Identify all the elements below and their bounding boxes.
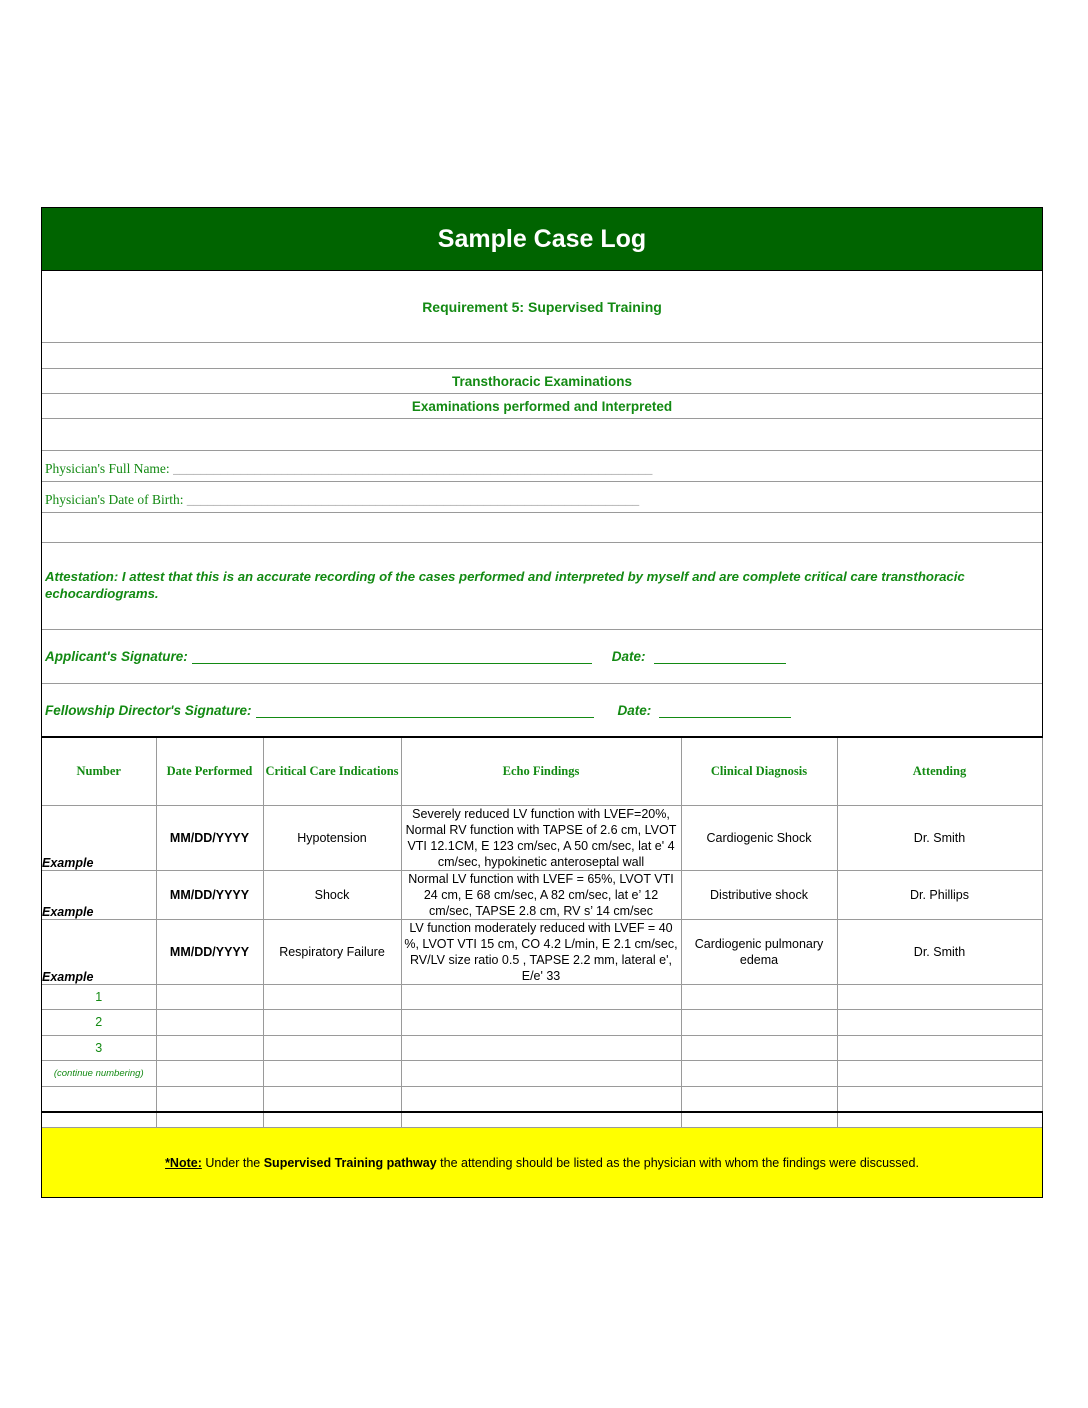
table-row <box>42 805 1042 870</box>
table-row <box>42 984 1042 1010</box>
entry-cell[interactable] <box>681 984 837 1010</box>
applicant-signature-field[interactable] <box>192 649 592 664</box>
entry-cell[interactable] <box>42 1086 156 1112</box>
director-signature-row <box>42 684 1042 736</box>
entry-cell[interactable] <box>156 1061 263 1087</box>
case-log-table <box>42 736 1043 1132</box>
note-bold: Supervised Training pathway <box>263 1155 437 1170</box>
director-signature-field[interactable] <box>256 703 594 718</box>
echo-findings-cell: Normal LV function with LVEF = 65%, LVOT VTI 24 cm, E 68 cm/sec, A 82 cm/sec, lat e’ 12 cm/sec, TAPSE 2.8 cm, RV s’ 14 cm/sec <box>401 870 681 919</box>
header-echo-findings: Echo Findings <box>401 737 681 805</box>
entry-cell[interactable] <box>681 1061 837 1087</box>
indication-cell: Shock <box>263 870 401 919</box>
echo-findings-cell: LV function moderately reduced with LVEF = 40 %, LVOT VTI 15 cm, CO 4.2 L/min, E 2.1 cm/sec, RV/LV size ratio 0.5 , TAPSE 2.2 mm, lateral e', E/e' 33 <box>401 919 681 984</box>
requirement-heading <box>42 271 1042 343</box>
entry-cell[interactable] <box>263 1061 401 1087</box>
physician-dob-label: Physician's Date of Birth: <box>45 492 184 507</box>
table-row <box>42 1086 1042 1112</box>
attending-cell: Dr. Phillips <box>837 870 1042 919</box>
director-date-field[interactable] <box>659 703 791 718</box>
row-number: 2 <box>42 1010 156 1036</box>
echo-findings-cell: Severely reduced LV function with LVEF=20%, Normal RV function with TAPSE of 2.6 cm, LVOT VTI 12.1CM, E 123 cm/sec, A 50 cm/sec, lat e' 4 cm/sec, hypokinetic anteroseptal wall <box>401 805 681 870</box>
entry-cell[interactable] <box>837 1010 1042 1036</box>
physician-name-field[interactable]: _______________________________________________________________________ <box>169 461 653 476</box>
indication-cell: Respiratory Failure <box>263 919 401 984</box>
indication-cell: Hypotension <box>263 805 401 870</box>
entry-cell[interactable] <box>837 1061 1042 1087</box>
physician-name-label: Physician's Full Name: <box>45 461 170 476</box>
entry-cell[interactable] <box>263 984 401 1010</box>
applicant-signature-row <box>42 630 1042 684</box>
spacer-row <box>42 513 1042 543</box>
applicant-date-field[interactable] <box>654 649 786 664</box>
example-label: Example <box>42 870 156 919</box>
entry-cell[interactable] <box>681 1035 837 1061</box>
entry-cell[interactable] <box>681 1086 837 1112</box>
entry-cell[interactable] <box>156 1086 263 1112</box>
director-date-label: Date: <box>617 702 652 718</box>
diagnosis-cell: Cardiogenic pulmonary edema <box>681 919 837 984</box>
diagnosis-cell: Distributive shock <box>681 870 837 919</box>
exam-type-row <box>42 369 1042 394</box>
continue-numbering-label: (continue numbering) <box>42 1061 156 1087</box>
entry-cell[interactable] <box>263 1035 401 1061</box>
attending-cell: Dr. Smith <box>837 805 1042 870</box>
header-clinical-diagnosis: Clinical Diagnosis <box>681 737 837 805</box>
entry-cell[interactable] <box>837 1035 1042 1061</box>
example-label: Example <box>42 919 156 984</box>
entry-cell[interactable] <box>681 1010 837 1036</box>
note-text-2: the attending should be listed as the physician with whom the findings were discussed. <box>436 1155 919 1170</box>
entry-cell[interactable] <box>837 984 1042 1010</box>
exam-subtitle: Examinations performed and Interpreted <box>411 398 673 414</box>
spacer-row <box>42 343 1042 369</box>
diagnosis-cell: Cardiogenic Shock <box>681 805 837 870</box>
case-log-sheet <box>41 207 1043 1198</box>
page-title: Sample Case Log <box>42 208 1042 271</box>
date-cell: MM/DD/YYYY <box>156 805 263 870</box>
director-signature-label: Fellowship Director's Signature: <box>45 702 252 718</box>
entry-cell[interactable] <box>263 1086 401 1112</box>
table-header-row <box>42 737 1042 805</box>
table-row <box>42 1061 1042 1087</box>
entry-cell[interactable] <box>156 984 263 1010</box>
entry-cell[interactable] <box>401 984 681 1010</box>
entry-cell[interactable] <box>401 1035 681 1061</box>
date-cell: MM/DD/YYYY <box>156 919 263 984</box>
physician-name-row <box>42 451 1042 482</box>
entry-cell[interactable] <box>156 1010 263 1036</box>
entry-cell[interactable] <box>156 1035 263 1061</box>
note-text-1: Under the <box>201 1155 264 1170</box>
attestation: Attestation: I attest that this is an accurate recording of the cases performed and interpreted by myself and are complete critical care transthoracic echocardiograms. <box>42 543 1042 630</box>
spacer-row <box>42 419 1042 451</box>
physician-dob-row <box>42 482 1042 513</box>
entry-cell[interactable] <box>837 1086 1042 1112</box>
attending-cell: Dr. Smith <box>837 919 1042 984</box>
header-indications: Critical Care Indications <box>263 737 401 805</box>
entry-cell[interactable] <box>401 1086 681 1112</box>
header-number: Number <box>42 737 156 805</box>
physician-dob-field[interactable]: ___________________________________________________________________ <box>183 492 640 507</box>
entry-cell[interactable] <box>401 1061 681 1087</box>
exam-subtitle-row <box>42 394 1042 419</box>
table-row <box>42 1010 1042 1036</box>
entry-cell[interactable] <box>401 1010 681 1036</box>
applicant-date-label: Date: <box>611 649 646 664</box>
exam-type: Transthoracic Examinations <box>451 373 633 389</box>
table-row <box>42 870 1042 919</box>
table-row <box>42 1035 1042 1061</box>
requirement-text: Requirement 5: Supervised Training <box>422 298 662 315</box>
date-cell: MM/DD/YYYY <box>156 870 263 919</box>
entry-cell[interactable] <box>263 1010 401 1036</box>
header-attending: Attending <box>837 737 1042 805</box>
row-number: 3 <box>42 1035 156 1061</box>
row-number: 1 <box>42 984 156 1010</box>
applicant-signature-label: Applicant's Signature: <box>45 649 188 664</box>
example-label: Example <box>42 805 156 870</box>
note-banner <box>42 1127 1042 1197</box>
table-row <box>42 919 1042 984</box>
header-date-performed: Date Performed <box>156 737 263 805</box>
note-prefix: *Note: <box>165 1155 202 1170</box>
